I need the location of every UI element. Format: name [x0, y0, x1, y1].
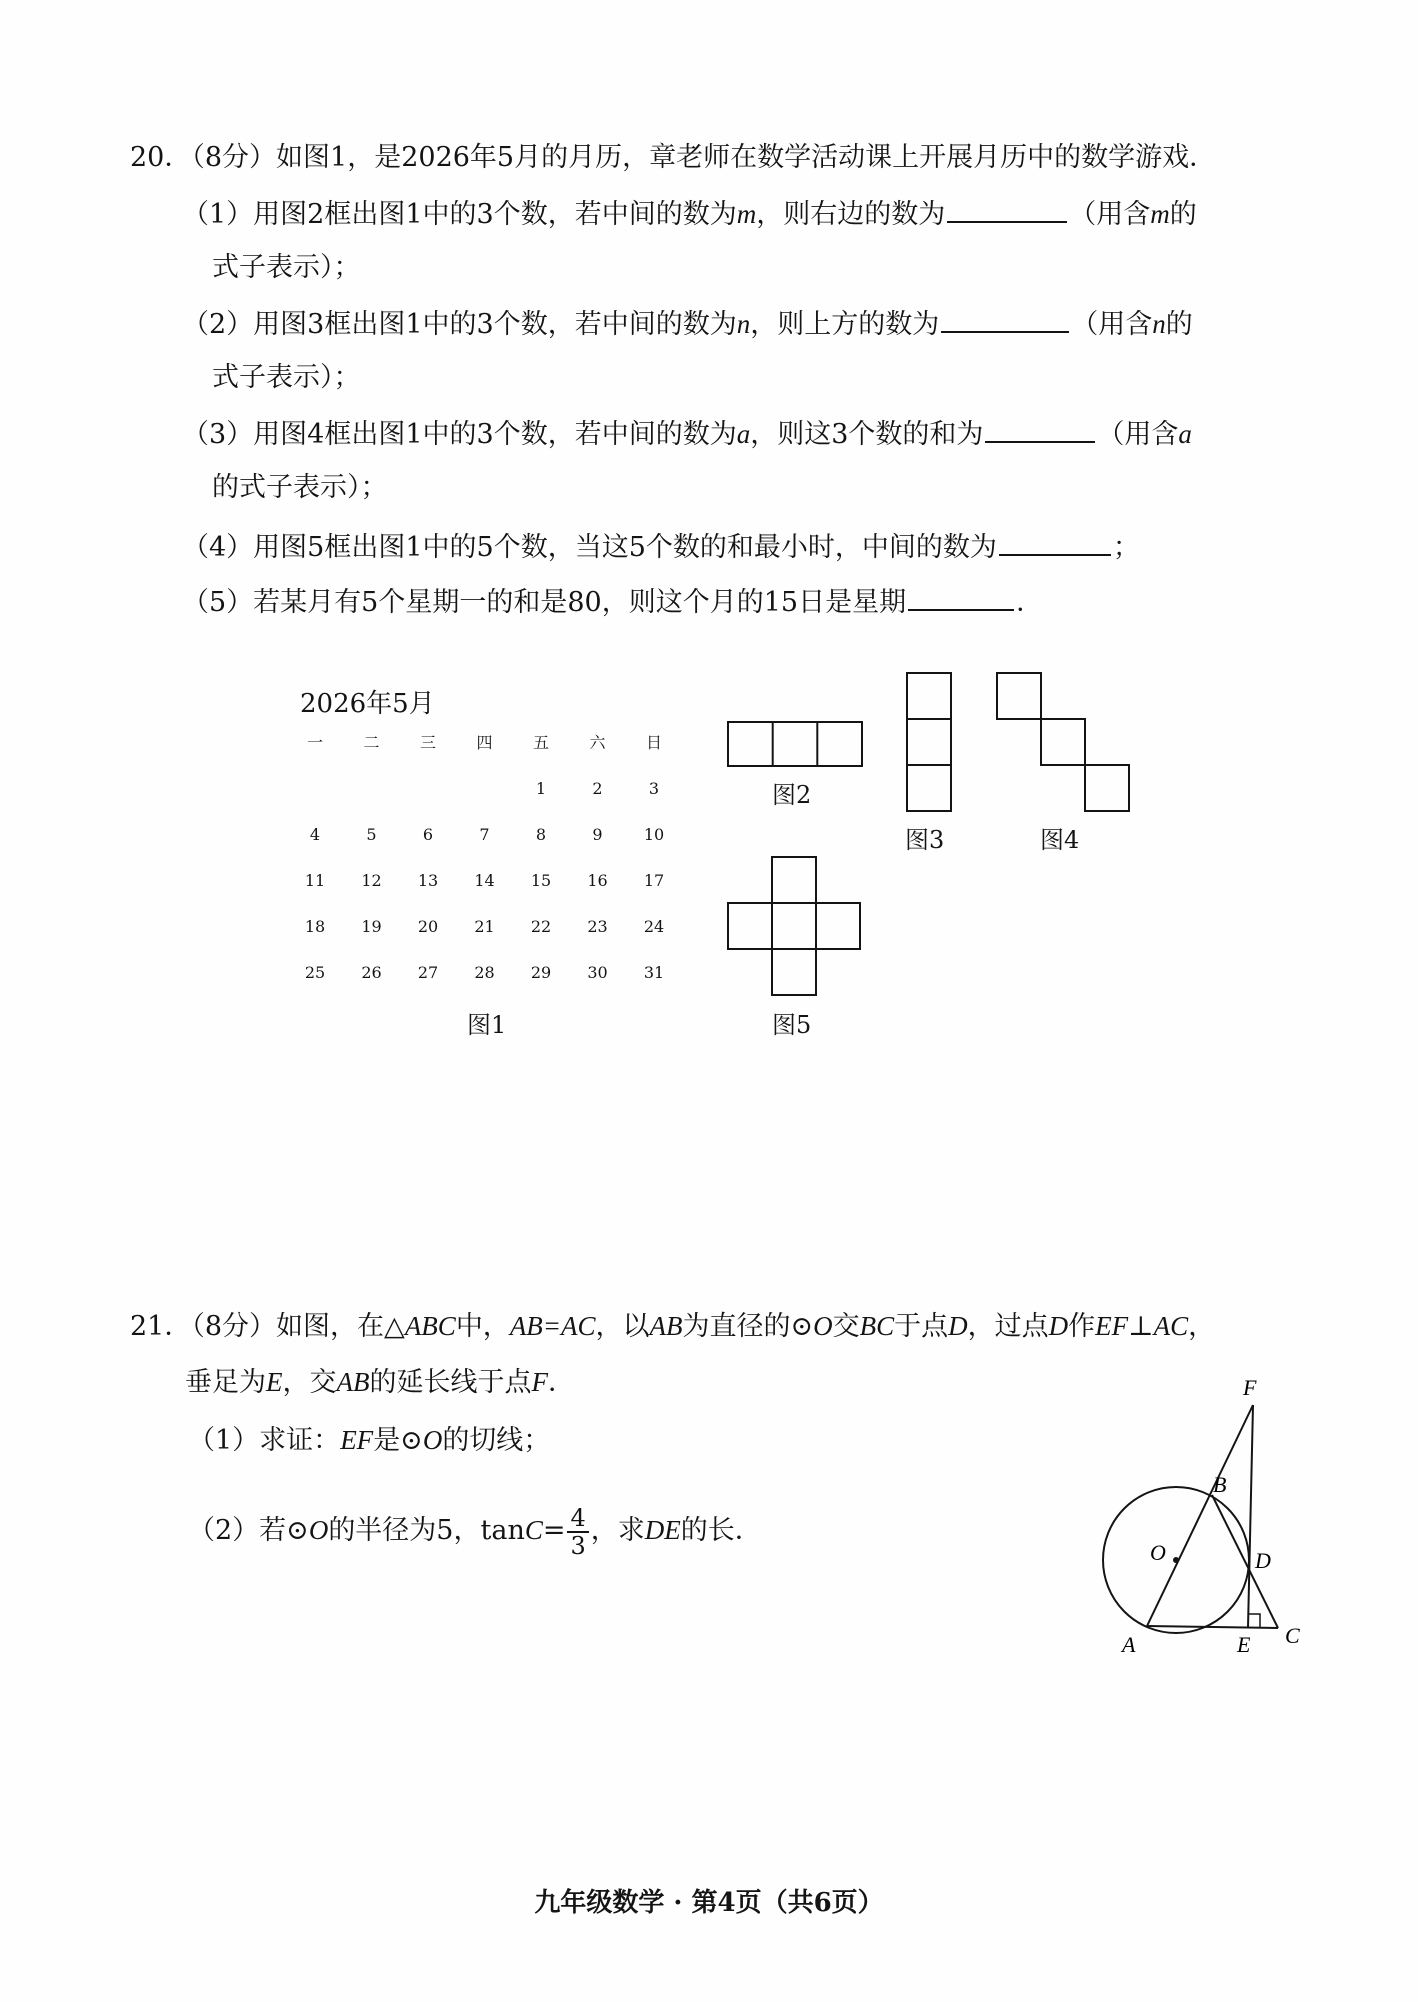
- calendar-weekday: 二: [363, 733, 380, 752]
- calendar-day: 11: [304, 871, 326, 890]
- figure-3-caption: 图3: [905, 826, 945, 854]
- answer-blank-3[interactable]: [985, 415, 1095, 443]
- q20-part1-cont: 式子表示）；: [212, 252, 361, 283]
- figure-2-caption: 图2: [772, 781, 812, 809]
- figure-3-shape: [905, 671, 955, 815]
- calendar-day: 14: [474, 871, 495, 890]
- calendar-day: 30: [587, 963, 608, 982]
- line-af: [1147, 1405, 1253, 1626]
- geometry-figure: [1090, 1375, 1320, 1665]
- q21-line2: 垂足为E，交AB的延长线于点F．: [185, 1367, 575, 1398]
- q21-sub1: （1）求证：EF是⊙O的切线；: [188, 1425, 551, 1456]
- calendar-day: 15: [530, 871, 552, 890]
- calendar-day: 24: [643, 917, 665, 936]
- calendar-day: 19: [361, 917, 382, 936]
- calendar-day: 3: [648, 779, 660, 798]
- calendar-day: 23: [587, 917, 608, 936]
- calendar-day: 17: [643, 871, 665, 890]
- calendar-day: 18: [304, 917, 326, 936]
- answer-blank-2[interactable]: [941, 305, 1069, 333]
- q21-line1: 21．（8分）如图，在△ABC中，AB=AC，以AB为直径的⊙O交BC于点D，过点D作EF⊥AC，: [130, 1311, 1216, 1342]
- calendar-day: 5: [366, 825, 377, 844]
- calendar-day: 29: [530, 963, 552, 982]
- calendar-day: 31: [643, 963, 665, 982]
- center-point: [1173, 1557, 1179, 1563]
- label-b: B: [1213, 1472, 1227, 1497]
- figure-2-shape: [726, 720, 866, 770]
- q20-part2: （2）用图3框出图1中的3个数，若中间的数为n，则上方的数为 （用含n的: [182, 305, 1193, 343]
- line-fe: [1248, 1405, 1253, 1628]
- answer-blank-4[interactable]: [999, 528, 1111, 556]
- label-f: F: [1243, 1375, 1257, 1400]
- calendar-weekday: 六: [589, 733, 606, 752]
- calendar-day: 10: [643, 825, 665, 844]
- q20-part1: （1）用图2框出图1中的3个数，若中间的数为m，则右边的数为 （用含m的: [182, 195, 1197, 233]
- calendar-day: 13: [417, 871, 439, 890]
- calendar-weekday: 五: [532, 733, 549, 752]
- calendar-title: 2026年5月: [300, 689, 435, 719]
- label-a: A: [1122, 1632, 1136, 1657]
- q20-part3-cont: 的式子表示）；: [212, 472, 388, 503]
- calendar-weekday: 三: [419, 733, 436, 752]
- right-angle-mark: [1249, 1614, 1260, 1627]
- answer-blank-5[interactable]: [908, 583, 1014, 611]
- fraction-four-thirds: $\frac{4}{3}$: [567, 1505, 588, 1559]
- calendar-day: 28: [474, 963, 495, 982]
- label-o: O: [1150, 1540, 1166, 1565]
- calendar-day: 25: [304, 963, 326, 982]
- calendar-day: 8: [535, 825, 547, 844]
- calendar-day: 22: [530, 917, 552, 936]
- label-d: D: [1255, 1548, 1271, 1573]
- segment-ac: [1147, 1626, 1278, 1628]
- page-footer: 九年级数学 · 第4页（共6页）: [534, 1888, 884, 1918]
- calendar-day: 27: [417, 963, 439, 982]
- calendar-day: 1: [535, 779, 547, 798]
- calendar-grid: [287, 725, 687, 982]
- calendar-day: 20: [417, 917, 439, 936]
- calendar-weekday: 四: [476, 733, 493, 752]
- calendar-day: 2: [592, 779, 603, 798]
- q20-part2-cont: 式子表示）；: [212, 362, 361, 393]
- calendar-day: 26: [361, 963, 382, 982]
- calendar-day: 21: [474, 917, 495, 936]
- calendar-day: 9: [592, 825, 603, 844]
- calendar-weekday: 一: [306, 733, 323, 752]
- calendar-weekday: 日: [645, 733, 662, 752]
- calendar-day: 7: [479, 825, 490, 844]
- figure-4-caption: 图4: [1040, 826, 1080, 854]
- q20-part3: （3）用图4框出图1中的3个数，若中间的数为a，则这3个数的和为 （用含a: [182, 415, 1192, 453]
- figure-1-caption: 图1: [467, 1011, 507, 1039]
- figure-5-shape: [726, 855, 866, 999]
- answer-blank-1[interactable]: [947, 195, 1067, 223]
- q21-sub2: （2）若⊙O的半径为5，tanC= $\frac{4}{3}$ ，求DE的长．: [188, 1503, 762, 1560]
- q20-part4: （4）用图5框出图1中的5个数，当这5个数的和最小时，中间的数为 ；: [182, 528, 1140, 566]
- q20-intro: 20．（8分）如图1，是2026年5月的月历，章老师在数学活动课上开展月历中的数学游戏．: [130, 142, 1217, 173]
- calendar-day: 6: [422, 825, 434, 844]
- calendar-day: 12: [361, 871, 382, 890]
- q20-part5: （5）若某月有5个星期一的和是80，则这个月的15日是星期 ．: [182, 583, 1043, 621]
- label-e: E: [1237, 1632, 1251, 1657]
- figure-5-caption: 图5: [772, 1011, 812, 1039]
- label-c: C: [1285, 1623, 1300, 1648]
- calendar-day: 4: [309, 825, 321, 844]
- figure-4-shape: [995, 671, 1135, 815]
- calendar-day: 16: [587, 871, 608, 890]
